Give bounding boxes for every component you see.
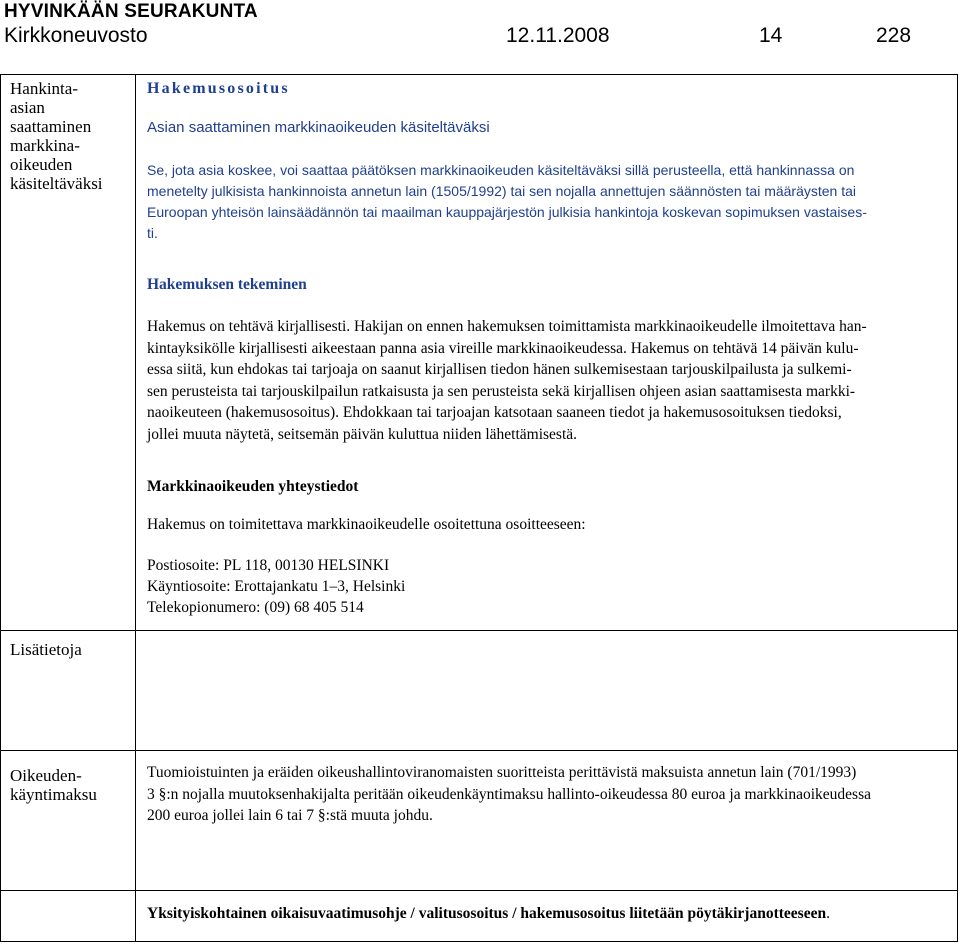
fax-number: Telekopionumero: (09) 68 405 514 [147,599,364,616]
postal-address: Postiosoite: PL 118, 00130 HELSINKI [147,557,390,574]
document-header [4,24,924,50]
contact-intro: Hakemus on toimitettava markkinaoikeudelle osoitettuna osoitteeseen: [147,516,586,533]
side-label-procurement: Hankinta- asian saattaminen markkina- oikeuden käsiteltäväksi [10,79,103,193]
section-title: Hakemusosoitus [147,80,290,97]
row-divider [0,890,958,891]
contact-heading: Markkinaoikeuden yhteystiedot [147,478,359,495]
application-paragraph: Hakemus on tehtävä kirjallisesti. Hakijan on ennen hakemuksen toimittamista markkinaoikeudelle ilmoitettava han- kintayksikölle kirjallisesti aikeestaan panna asia vireille markkinaoikeudessa. Hakemus on tehtävä 14 päivän kulu- essa siitä, kun ehdokas tai tarjoaja on saanut kirjallisen tiedon hänen sulkemisestaan tarjouskilpailusta ja sulkemi- sen perusteista tai tarjouskilpailun ratkaisusta ja sen perusteista sekä kirjallisen ohjeen asian saattamisesta markki- naoikeuteen (hakemusosoitus). Ehdokkaan tai tarjoajan katsotaan saaneen tiedot ja hakemusosoituksen tiedoksi, jollei muuta näytetä, seitsemän päivän kuluttua niiden lähettämisestä. [147,318,867,443]
side-label-court-fee: Oikeuden- käyntimaksu [10,766,97,804]
page-number: 228 [876,24,912,47]
meeting-date: 12.11.2008 [506,24,610,47]
contact-address [147,555,405,618]
organization-name: HYVINKÄÄN SEURAKUNTA [4,1,258,22]
meeting-body: Kirkkoneuvosto [4,24,148,47]
footer-note: Yksityiskohtainen oikaisuvaatimusohje / valitusosoitus / hakemusosoitus liitetään pöytäkirjanotteeseen. [147,905,830,922]
side-label-additional-info: Lisätietoja [10,640,82,659]
intro-paragraph: Se, jota asia koskee, voi saattaa päätöksen markkinaoikeuden käsiteltäväksi sillä perusteella, että hankinnassa on menetelty julkisista hankinnoista annetun lain (1505/1992) tai sen nojalla annettujen säännösten tai määräysten tai Euroopan yhteisön lainsäädännön tai maailman kauppajärjestön julkisia hankintoja koskevan sopimuksen vastaises- ti. [147,162,867,241]
court-fee-paragraph: Tuomioistuinten ja eräiden oikeushallintoviranomaisten suoritteista perittävistä maksuista annetun lain (701/1993) 3 §:n nojalla muutoksenhakijalta peritään oikeudenkäyntimaksu hallinto-oikeudessa 80 euroa ja markkinaoikeudessa 200 euroa jollei lain 6 tai 7 §:stä muuta johdu. [147,764,871,824]
visiting-address: Käyntiosoite: Erottajankatu 1–3, Helsinki [147,578,406,595]
footer-note-bold: Yksityiskohtainen oikaisuvaatimusohje / valitusosoitus / hakemusosoitus liitetään pöytäkirjanotteeseen [147,905,827,922]
application-heading: Hakemuksen tekeminen [147,276,307,293]
row-divider [0,630,958,631]
section-subtitle: Asian saattaminen markkinaoikeuden käsiteltäväksi [147,119,490,136]
row-divider [0,750,958,751]
section-number: 14 [759,24,783,47]
column-divider [135,74,136,942]
